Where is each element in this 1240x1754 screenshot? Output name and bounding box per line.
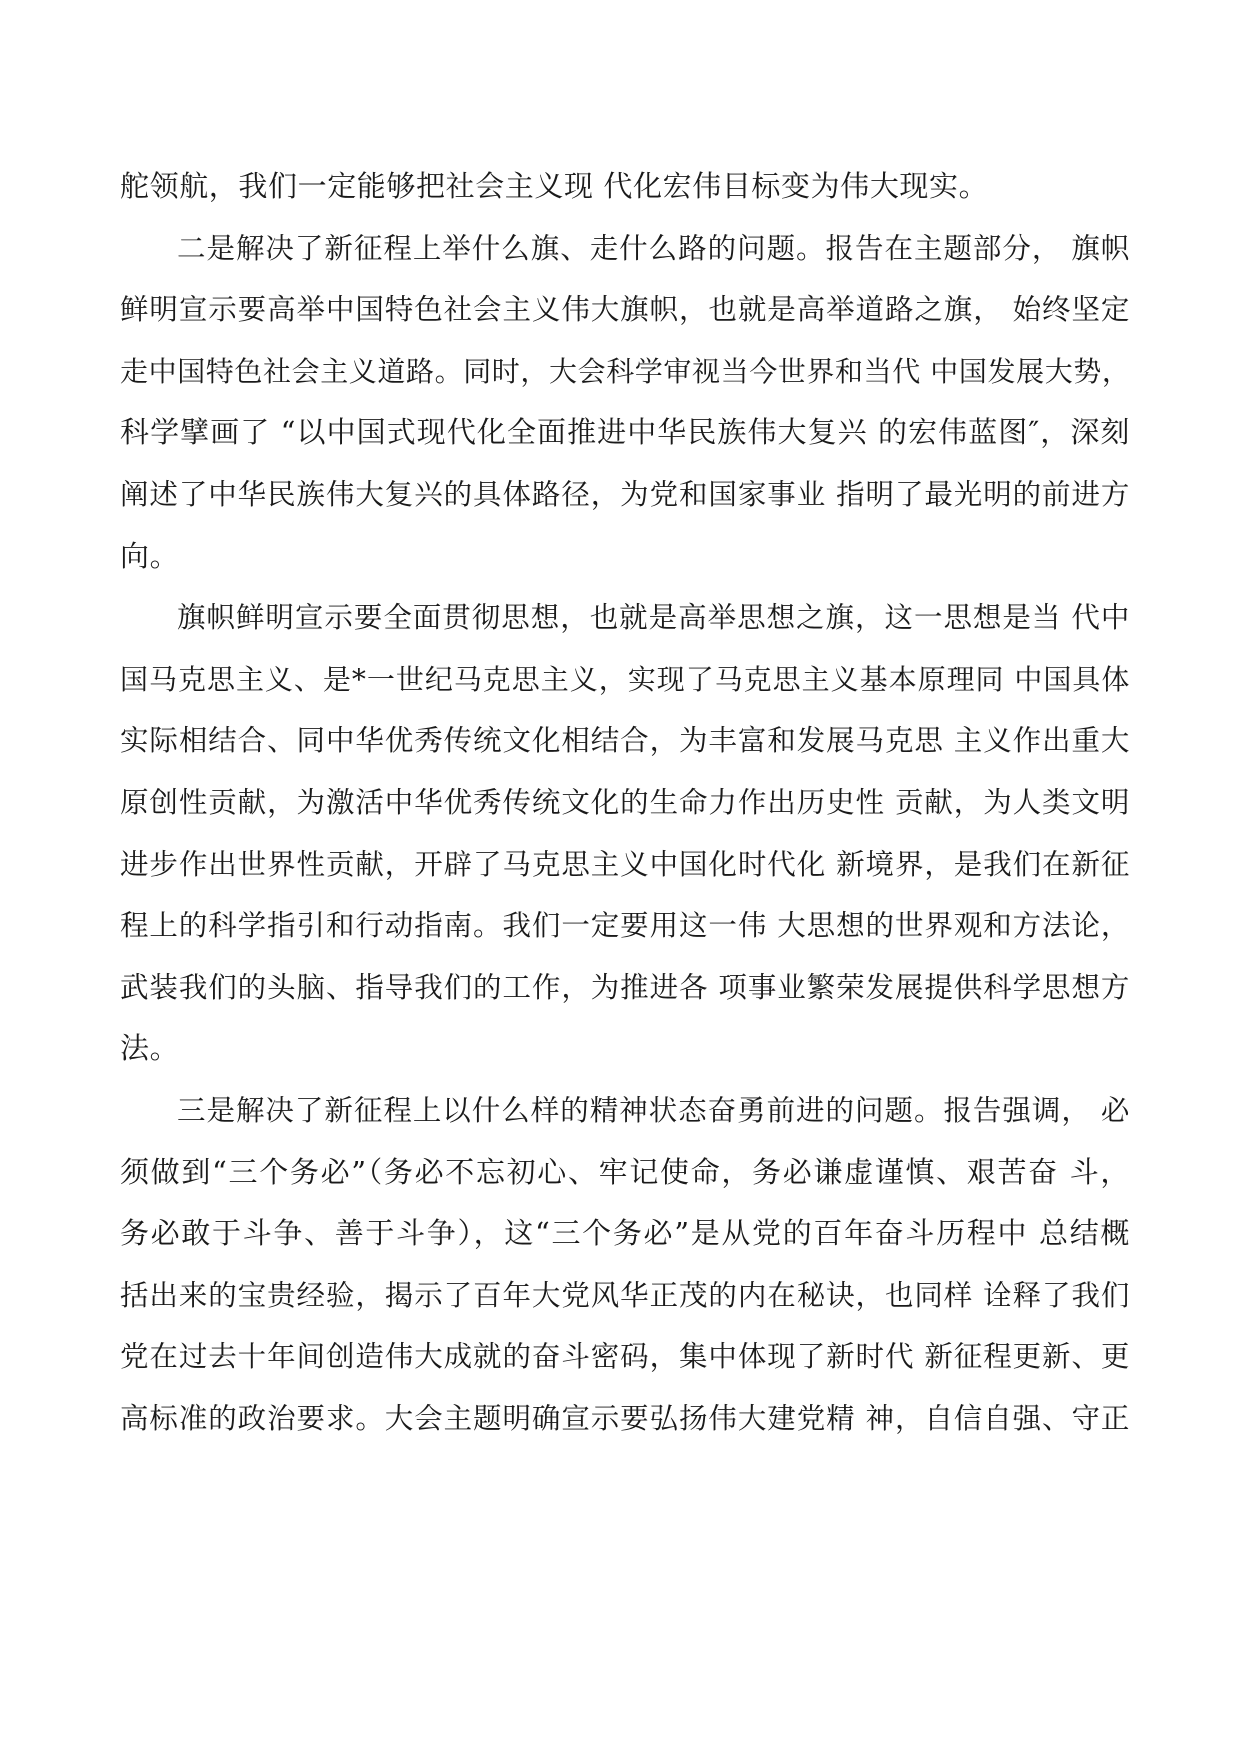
- text-line: 法。: [120, 1031, 180, 1066]
- text-line: 须做到“三个务必”（务必不忘初心、牢记使命，务必谦虚谨慎、艰苦奋 斗，: [120, 1154, 1130, 1189]
- text-line: 二是解决了新征程上举什么旗、走什么路的问题。报告在主题部分， 旗帜: [177, 231, 1130, 265]
- text-line: 三是解决了新征程上以什么样的精神状态奋勇前进的问题。报告强调， 必: [177, 1093, 1130, 1127]
- text-line: 向。: [120, 538, 180, 573]
- text-line: 括出来的宝贵经验，揭示了百年大党风华正茂的内在秘诀，也同样 诠释了我们: [120, 1278, 1130, 1312]
- text-line: 程上的科学指引和行动指南。我们一定要用这一伟 大思想的世界观和方法论，: [120, 909, 1130, 943]
- text-line: 国马克思主义、是*一世纪马克思主义，实现了马克思主义基本原理同 中国具体: [120, 662, 1130, 696]
- text-line: 原创性贡献，为激活中华优秀传统文化的生命力作出历史性 贡献，为人类文明: [120, 785, 1130, 819]
- document-body: [120, 156, 1130, 1449]
- text-line: 走中国特色社会主义道路。同时，大会科学审视当今世界和当代 中国发展大势，: [120, 354, 1131, 388]
- text-line: 科学擘画了 “以中国式现代化全面推进中华民族伟大复兴 的宏伟蓝图″，深刻: [120, 415, 1130, 450]
- text-line: 务必敢于斗争、善于斗争），这“三个务必”是从党的百年奋斗历程中 总结概: [120, 1216, 1130, 1251]
- text-line: 党在过去十年间创造伟大成就的奋斗密码，集中体现了新时代 新征程更新、更: [120, 1340, 1130, 1374]
- text-line: 武装我们的头脑、指导我们的工作，为推进各 项事业繁荣发展提供科学思想方: [120, 970, 1130, 1004]
- text-line: 旗帜鲜明宣示要全面贯彻思想，也就是高举思想之旗，这一思想是当 代中: [177, 601, 1130, 635]
- text-line: 实际相结合、同中华优秀传统文化相结合，为丰富和发展马克思 主义作出重大: [120, 724, 1130, 758]
- text-line: 阐述了中华民族伟大复兴的具体路径，为党和国家事业 指明了最光明的前进方: [120, 477, 1130, 511]
- text-line: 高标准的政治要求。大会主题明确宣示要弘扬伟大建党精 神，自信自强、守正: [120, 1401, 1130, 1435]
- text-line: 舵领航，我们一定能够把社会主义现 代化宏伟目标变为伟大现实。: [120, 169, 989, 203]
- text-line: 进步作出世界性贡献，开辟了马克思主义中国化时代化 新境界，是我们在新征: [120, 847, 1130, 881]
- text-line: 鲜明宣示要高举中国特色社会主义伟大旗帜，也就是高举道路之旗， 始终坚定: [120, 293, 1130, 327]
